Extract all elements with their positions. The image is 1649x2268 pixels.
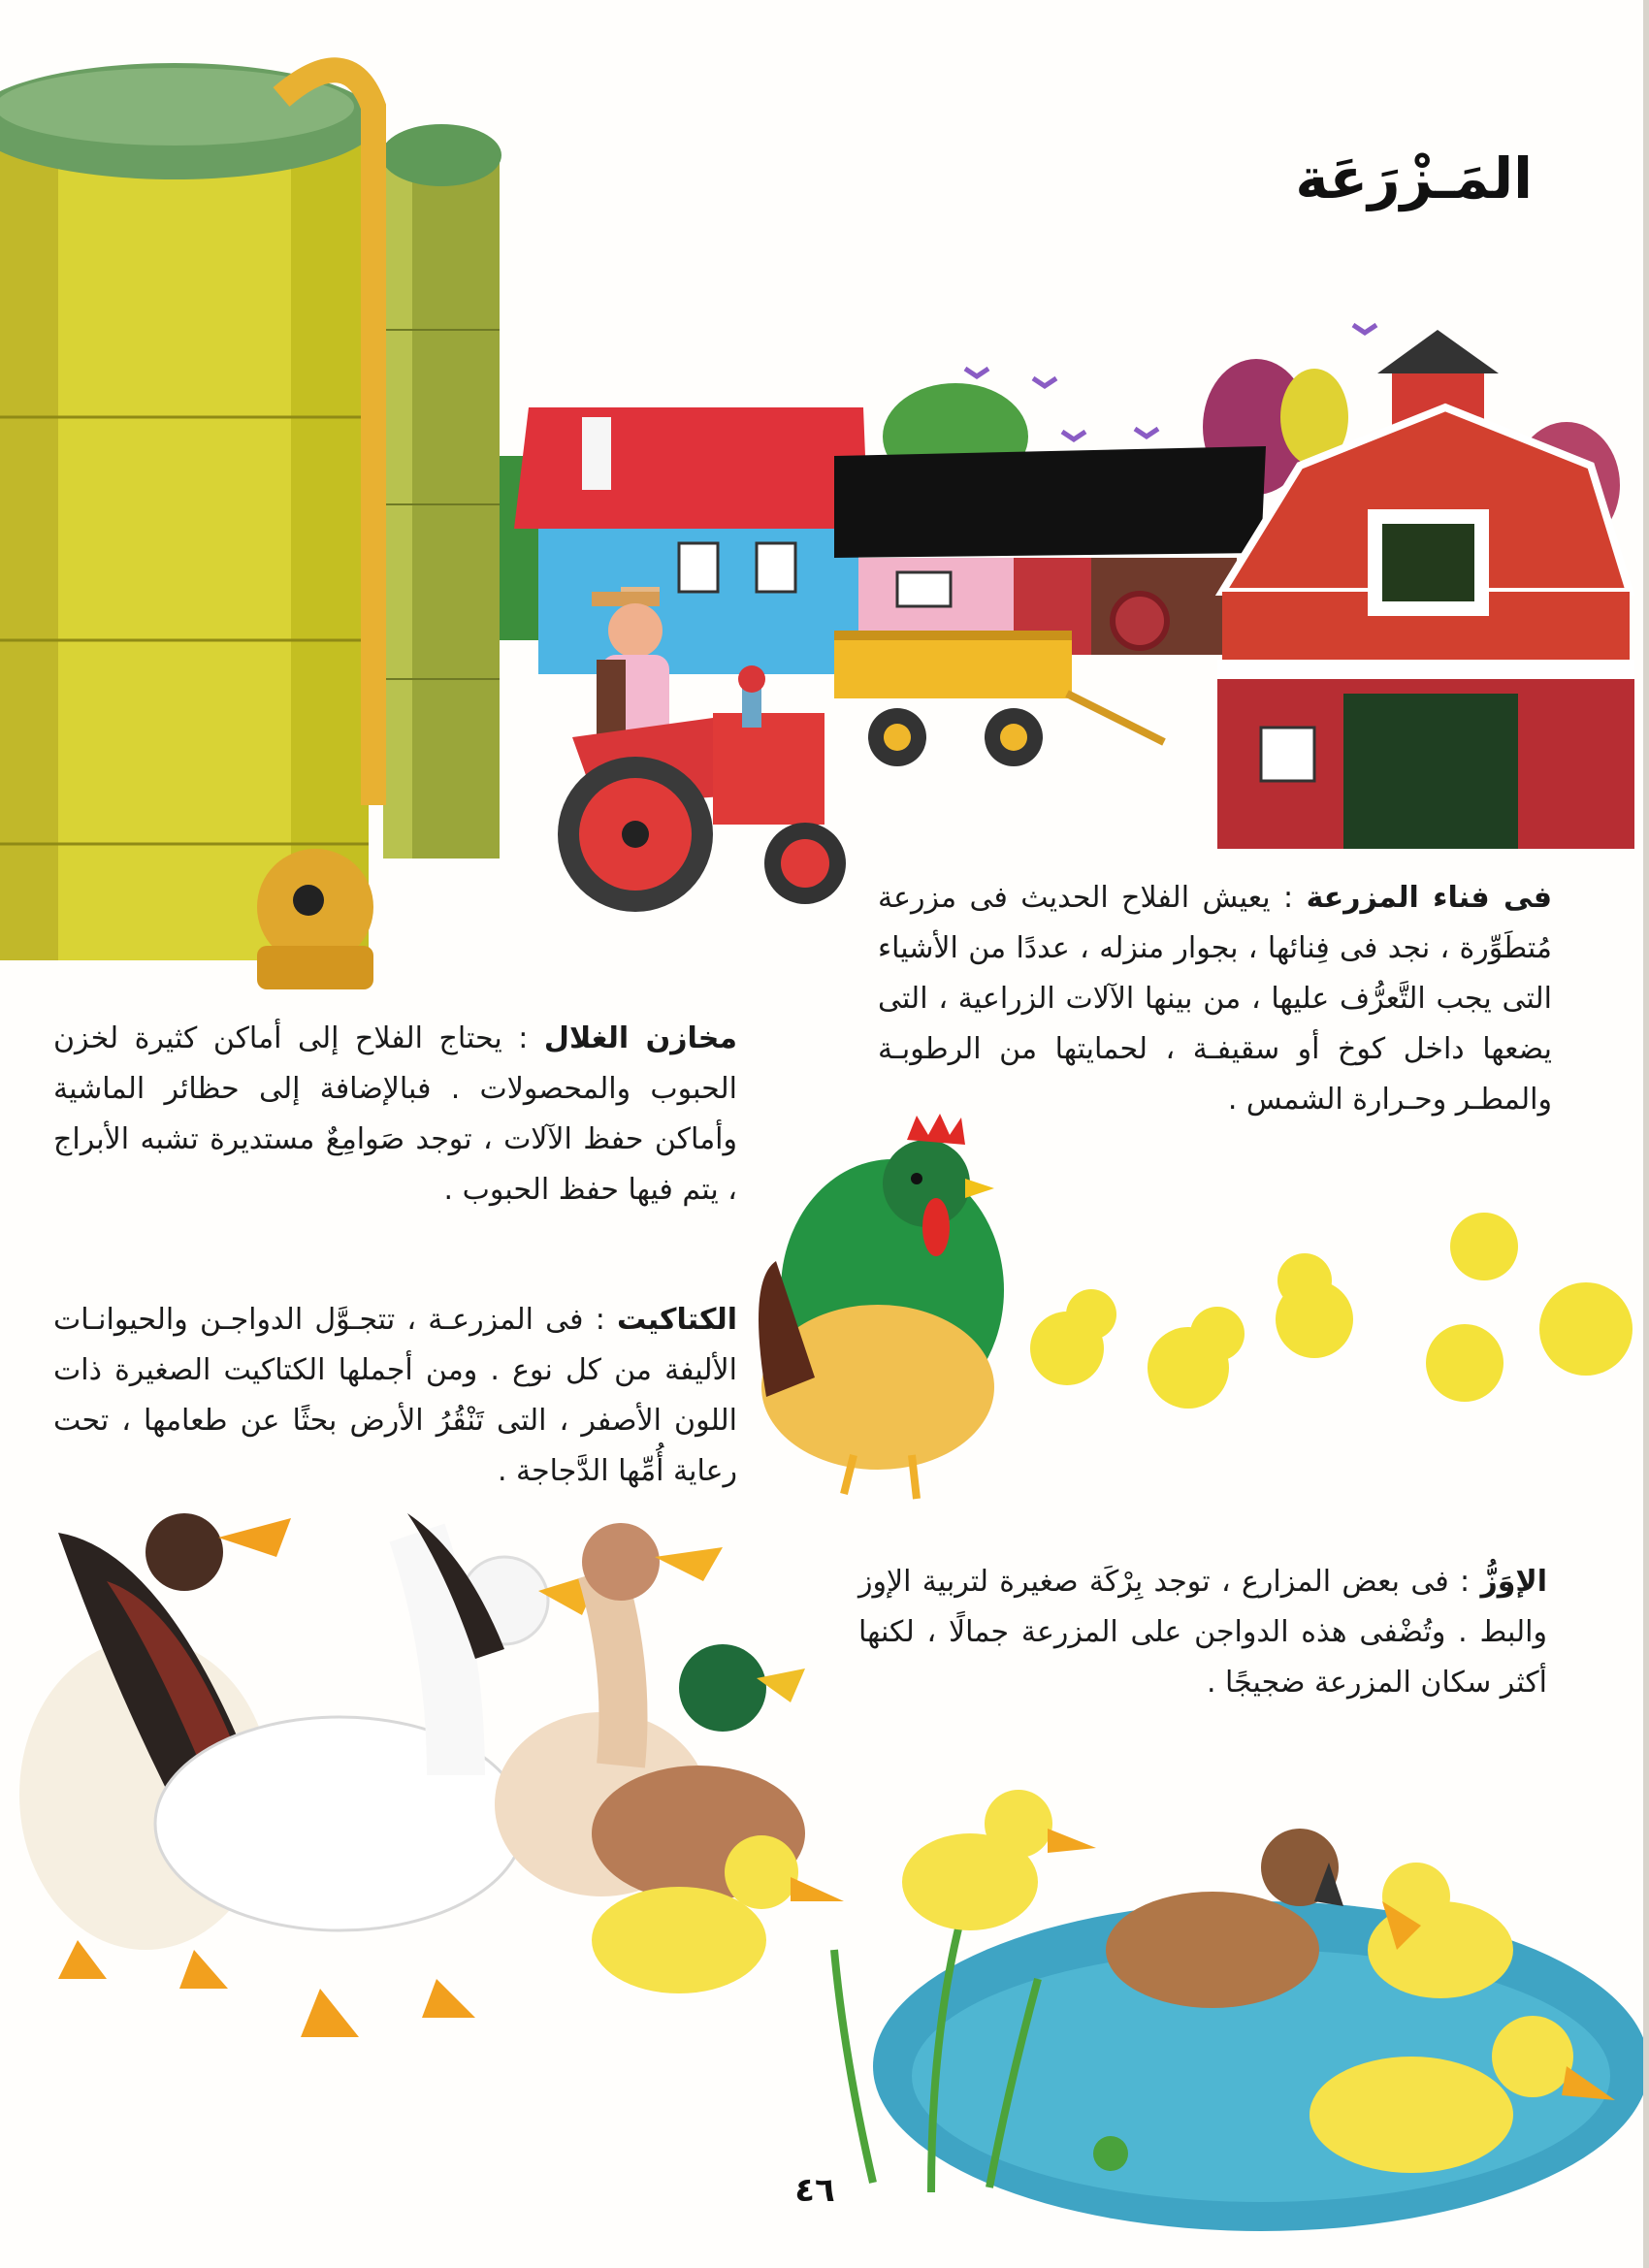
grain-silos-illustration [0, 63, 501, 989]
section-separator: : [583, 1303, 618, 1337]
pond-ducklings-illustration [834, 1790, 1649, 2231]
section-geese [858, 1557, 1547, 1708]
section-separator: : [501, 1021, 544, 1055]
section-body: يعيش الفلاح الحديث فى مزرعة مُتطَوِّرة ، نجد فى فِنائها ، بجوار منزله ، عددًا من الأشياء التى يجب التَّعرُّف عليها ، من بينها الآلات الزراعية ، التى يضعها داخل كوخ أو سقيفـة ، لحمايتها من الرطوبـة والمطـر وحـرارة الشمس . [878, 881, 1552, 1117]
section-body: فى بعض المزارع ، توجد بِرْكَة صغيرة لتربية الإوز والبط . وتُضْفى هذه الدواجن على المزرعة جمالًا ، لكنها أكثر سكان المزرعة ضجيجًا . [858, 1565, 1547, 1700]
page-edge [1643, 0, 1649, 2268]
section-granaries [53, 1014, 737, 1215]
section-separator: : [1448, 1565, 1481, 1599]
section-heading: مخازن الغلال [543, 1021, 737, 1055]
farm-buildings-illustration [500, 325, 1634, 912]
page-title: المَـزْرَعَة [1295, 146, 1533, 211]
section-heading: الكتاكيت [617, 1303, 737, 1337]
section-heading: فى فناء المزرعة [1306, 881, 1552, 915]
section-body: فى المزرعـة ، تتجـوَّل الدواجـن والحيوانـات الأليفة من كل نوع . ومن أجملها الكتاكيت الصغيرة ذات اللون الأصفر ، التى تَنْقُرُ الأرض بحثًا عن طعامها ، تحت رعاية أُمِّها الدَّجاجة . [53, 1303, 737, 1488]
section-heading: الإوَزُّ [1480, 1565, 1547, 1599]
section-separator: : [1270, 881, 1307, 915]
section-chicks [53, 1295, 737, 1497]
section-body: يحتاج الفلاح إلى أماكن كثيرة لخزن الحبوب والمحصولات . فبالإضافة إلى حظائر الماشية وأماكن حفظ الآلات ، توجد صَوامِعٌ مستديرة تشبه الأبراج ، يتم فيها حفظ الحبوب . [53, 1021, 737, 1207]
page-number: ٤٦ [794, 2171, 835, 2210]
rooster-and-chicks-illustration [759, 1114, 1633, 1499]
section-farmyard [878, 873, 1552, 1125]
geese-illustration [19, 1513, 844, 2037]
